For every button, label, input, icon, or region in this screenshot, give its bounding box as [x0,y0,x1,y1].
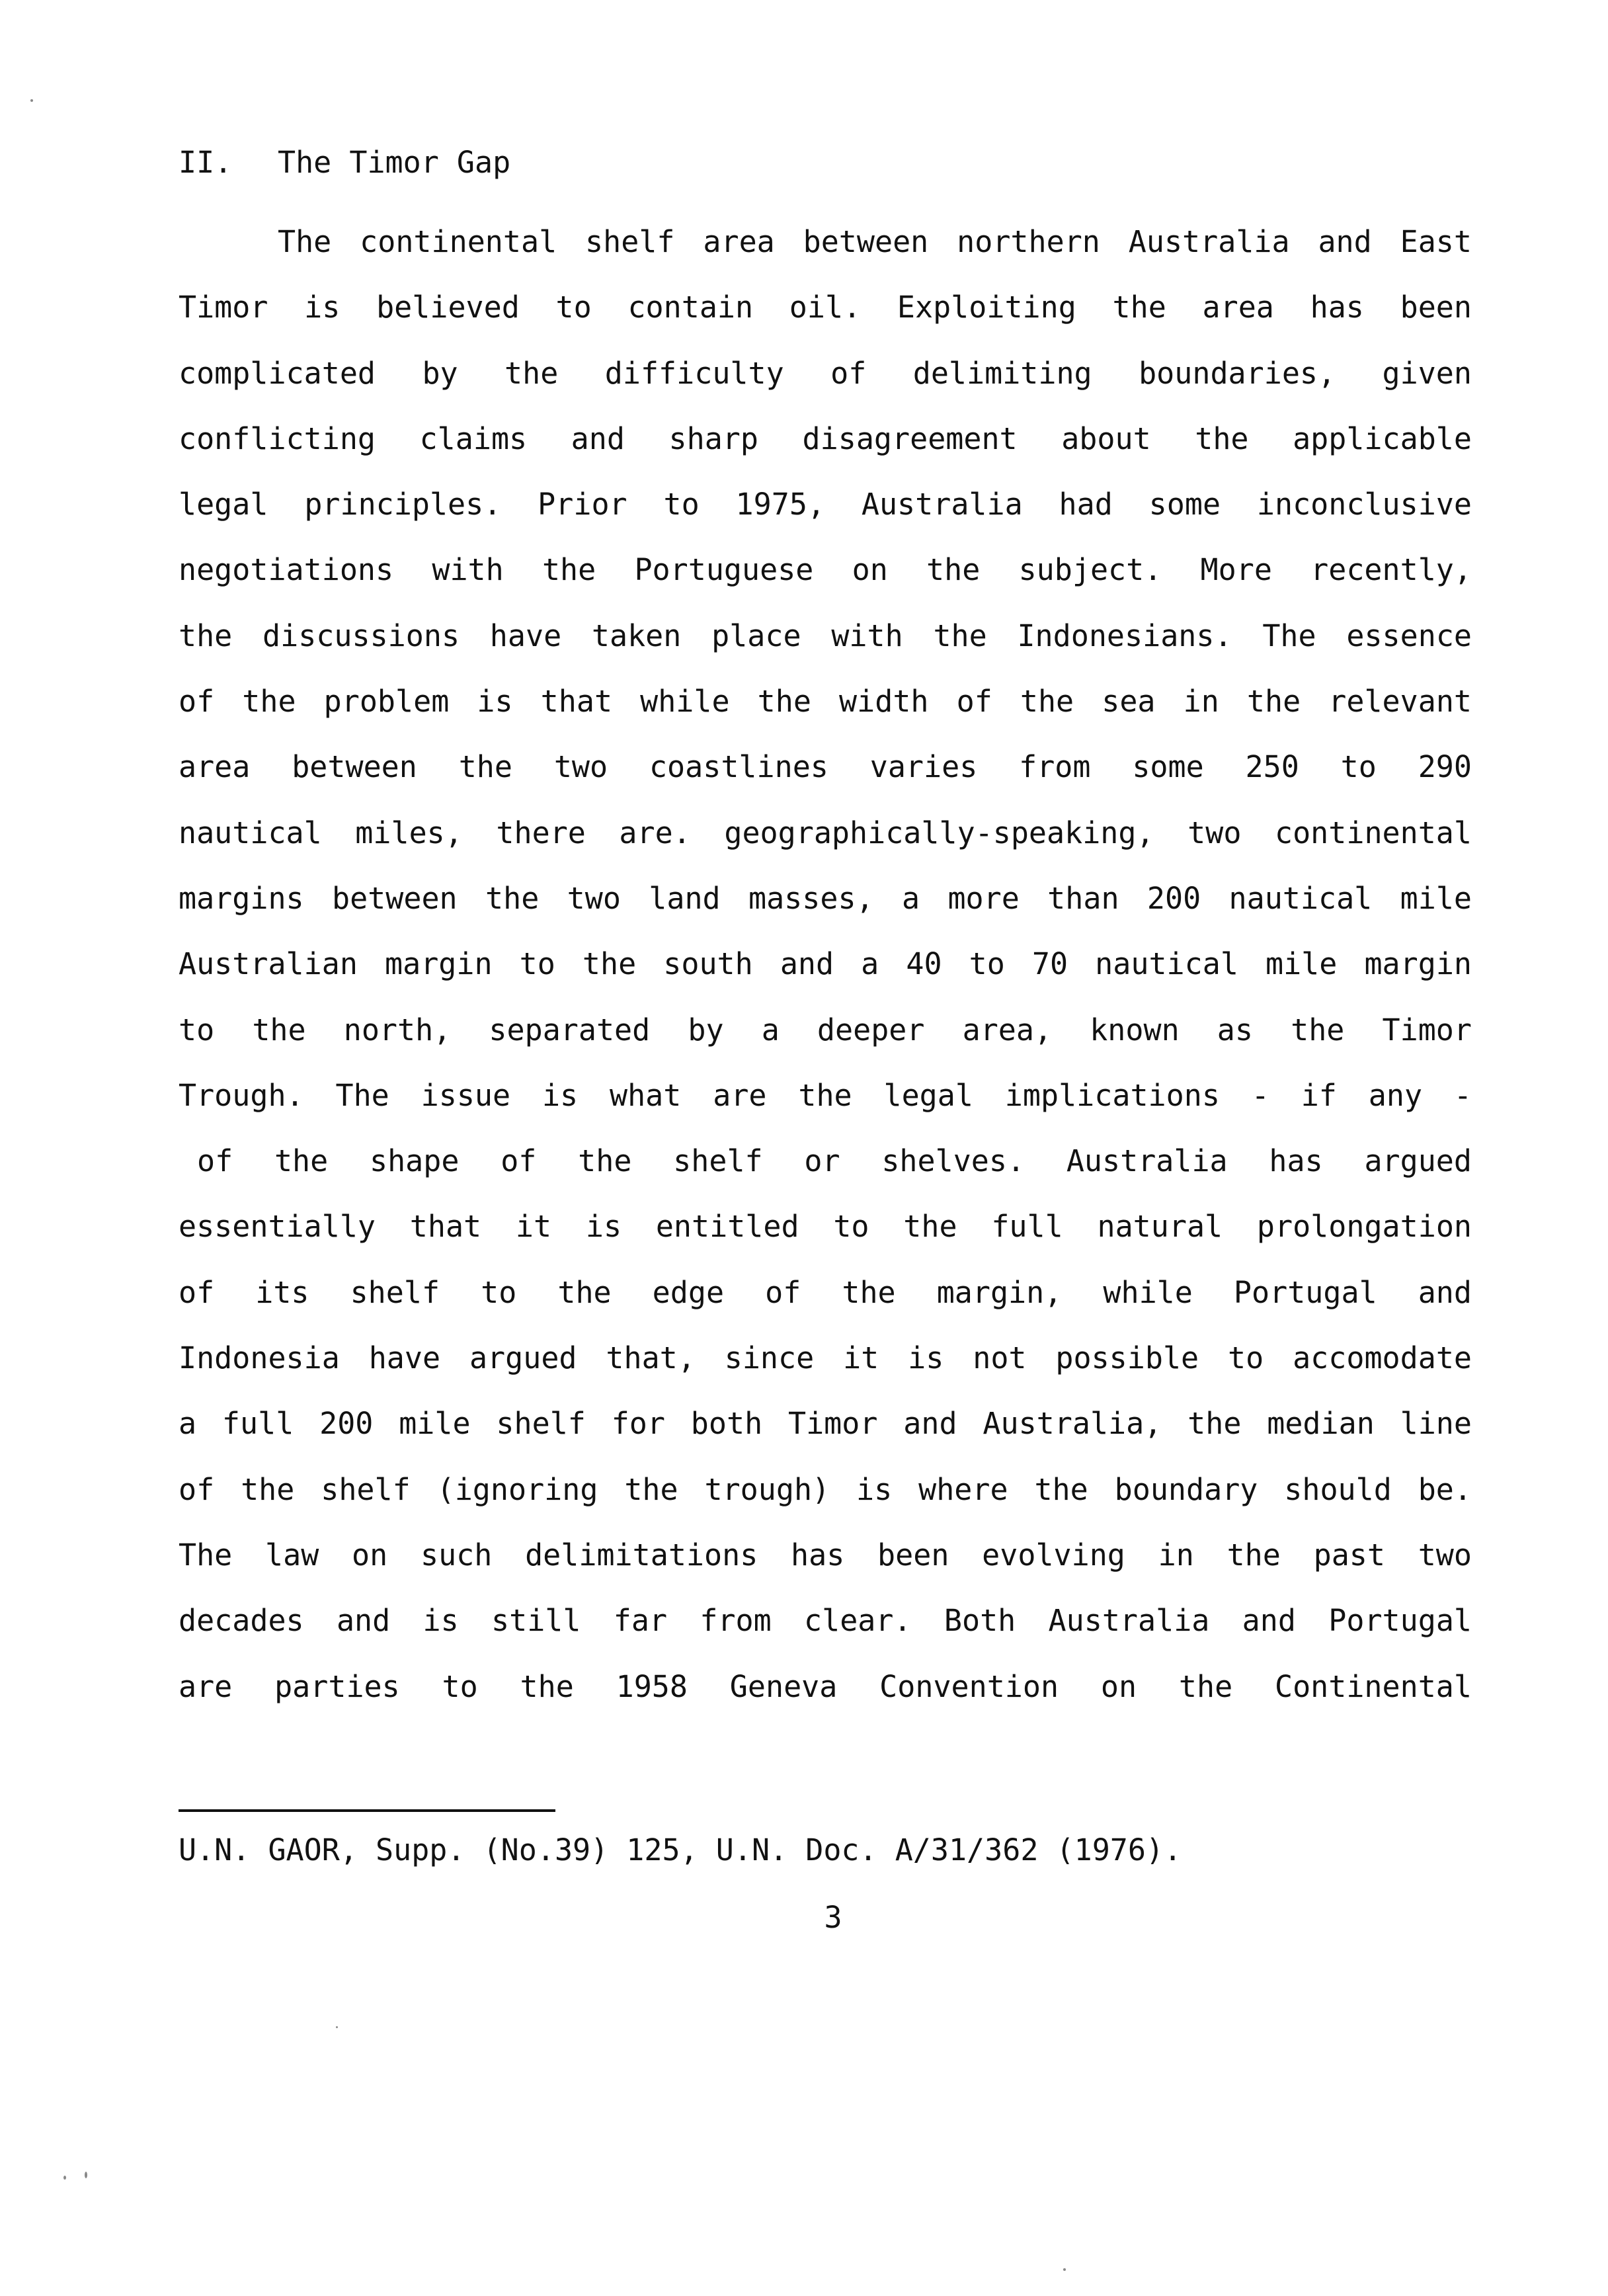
paragraph-line: are parties to the 1958 Geneva Convention on the Continental [179,1668,1472,1704]
paragraph-line: Australian margin to the south and a 40 to 70 nautical mile margin [179,946,1472,982]
paragraph-line: of the shelf (ignoring the trough) is where the boundary should be. [179,1471,1472,1507]
paragraph-line: margins between the two land masses, a more than 200 nautical mile [179,880,1472,916]
paragraph-line: conflicting claims and sharp disagreement about the applicable [179,421,1472,456]
section-heading [179,143,510,183]
paragraph-line: nautical miles, there are. geographically-speaking, two continental [179,815,1472,850]
paragraph-line: legal principles. Prior to 1975, Australia had some inconclusive [179,487,1472,522]
paragraph-line: area between the two coastlines varies from some 250 to 290 [179,749,1472,785]
section-title: The Timor Gap [278,145,511,180]
paragraph-line: Indonesia have argued that, since it is not possible to accomodate [179,1340,1472,1376]
scan-speck [336,2026,338,2028]
paragraph-line: The continental shelf area between northern Australia and East [278,224,1472,259]
section-number: II. [179,145,233,180]
paragraph-line: complicated by the difficulty of delimiting boundaries, given [179,355,1472,391]
body-paragraph [179,209,1472,1719]
paragraph-line: of its shelf to the edge of the margin, while Portugal and [179,1274,1472,1310]
paragraph-line: decades and is still far from clear. Both Australia and Portugal [179,1603,1472,1639]
paragraph-line: of the shape of the shelf or shelves. Australia has argued [197,1143,1472,1179]
footnote-divider [179,1809,555,1812]
paragraph-line: of the problem is that while the width of the sea in the relevant [179,684,1472,719]
paragraph-line: Timor is believed to contain oil. Exploiting the area has been [179,290,1472,325]
paragraph-line: negotiations with the Portuguese on the subject. More recently, [179,552,1472,588]
scan-speck [30,99,33,102]
scan-speck [1063,2268,1066,2271]
scan-speck [63,2176,66,2180]
paragraph-line: the discussions have taken place with the Indonesians. The essence [179,618,1472,653]
paragraph-line: Trough. The issue is what are the legal implications - if any - [179,1077,1472,1113]
paragraph-line: to the north, separated by a deeper area, known as the Timor [179,1012,1472,1047]
page-number: 3 [824,1900,842,1935]
paragraph-line: a full 200 mile shelf for both Timor and Australia, the median line [179,1406,1472,1442]
paragraph-line: The law on such delimitations has been evolving in the past two [179,1537,1472,1573]
scan-speck [85,2172,87,2178]
paragraph-line: essentially that it is entitled to the full natural prolongation [179,1209,1472,1245]
footnote: U.N. GAOR, Supp. (No.39) 125, U.N. Doc. A/31/362 (1976). [179,1832,1182,1867]
